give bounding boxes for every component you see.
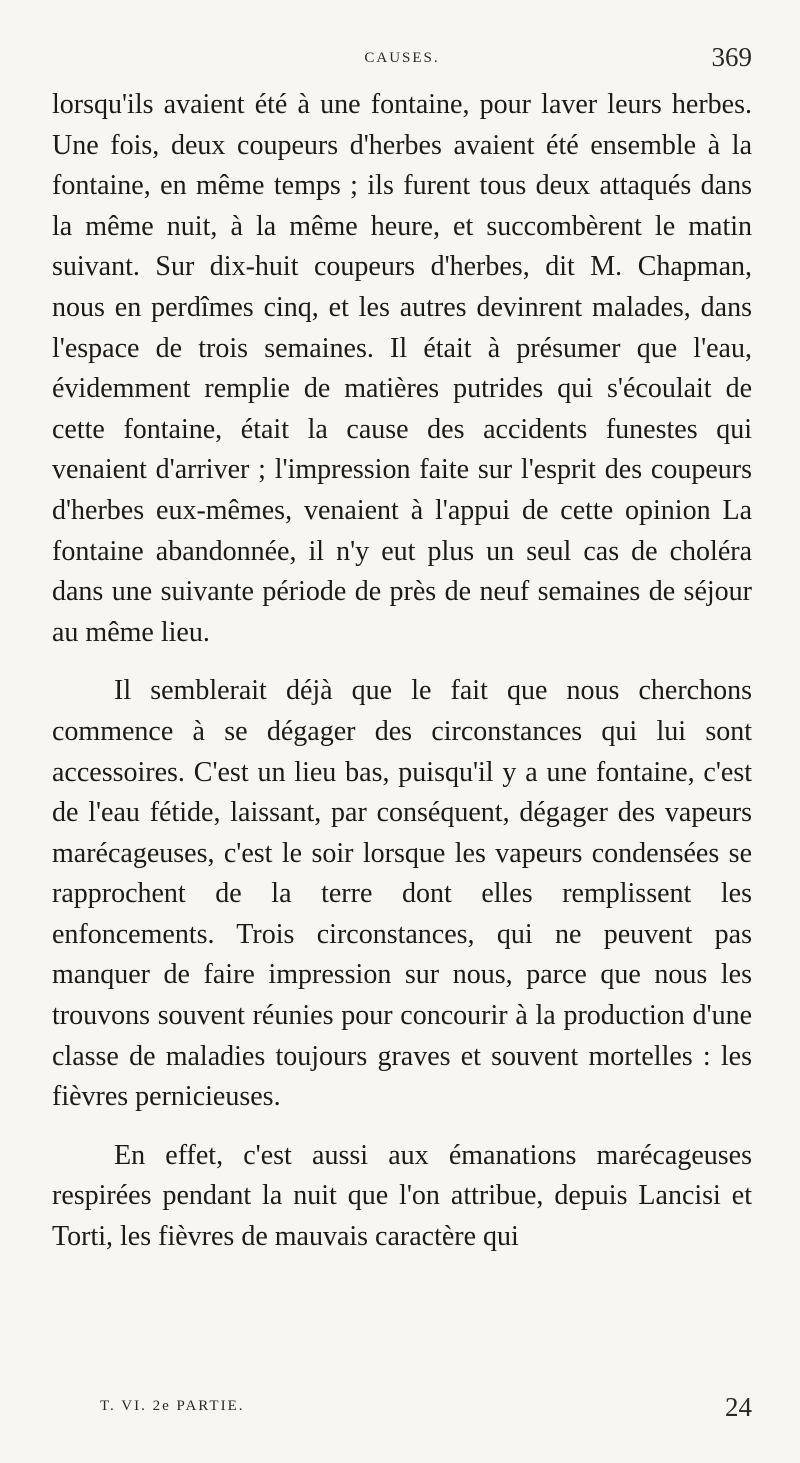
- paragraph-continuation: lorsqu'ils avaient été à une fontaine, pour laver leurs herbes. Une fois, deux coupeurs d'herbes avaient été ensemble à la fontaine, en même temps ; ils furent tous deux attaqués dans la même nuit, à la même heure, et succombèrent le matin suivant. Sur dix-huit coupeurs d'herbes, dit M. Chapman, nous en perdîmes cinq, et les autres devinrent malades, dans l'espace de trois semaines. Il était à présumer que l'eau, évidemment remplie de matières putrides qui s'écoulait de cette fontaine, était la cause des accidents funestes qui venaient d'arriver ; l'impression faite sur l'esprit des coupeurs d'herbes eux-mêmes, venaient à l'appui de cette opinion La fontaine abandonnée, il n'y eut plus un seul cas de choléra dans une suivante période de près de neuf semaines de séjour au même lieu.: [52, 89, 752, 648]
- body-text: [52, 85, 752, 1258]
- paragraph-3: En effet, c'est aussi aux émanations marécageuses respirées pendant la nuit que l'on attribue, depuis Lancisi et Torti, les fièvres de mauvais caractère qui: [52, 1139, 752, 1253]
- page-header: [52, 42, 752, 82]
- page-footer: [52, 1392, 752, 1432]
- running-head: CAUSES.: [364, 50, 440, 66]
- page-number: 369: [711, 42, 752, 72]
- signature-mark: T. VI. 2e PARTIE.: [100, 1398, 245, 1414]
- paragraph-2: Il semblerait déjà que le fait que nous cherchons commence à se dégager des circonstances qui lui sont accessoires. C'est un lieu bas, puisqu'il y a une fontaine, c'est de l'eau fétide, laissant, par conséquent, dégager des vapeurs marécageuses, c'est le soir lorsque les vapeurs condensées se rapprochent de la terre dont elles remplissent les enfoncements. Trois circonstances, qui ne peuvent pas manquer de faire impression sur nous, parce que nous les trouvons souvent réunies pour concourir à la production d'une classe de maladies toujours graves et souvent mortelles : les fièvres pernicieuses.: [52, 675, 752, 1113]
- signature-number: 24: [725, 1392, 752, 1422]
